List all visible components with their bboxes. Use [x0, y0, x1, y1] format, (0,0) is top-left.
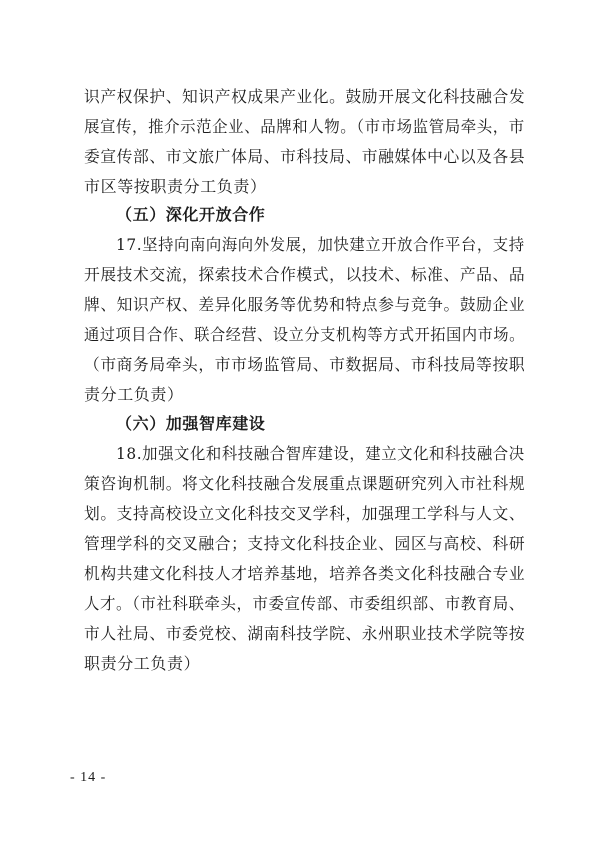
paragraph-line: 市人社局、市委党校、湖南科技学院、永州职业技术学院等按	[84, 624, 526, 643]
paragraph-line: 机构共建文化科技人才培养基地，培养各类文化科技融合专业	[84, 564, 526, 583]
paragraph-line: 市区等按职责分工负责）	[84, 177, 267, 196]
paragraph-line: （市商务局牵头，市市场监管局、市数据局、市科技局等按职	[84, 355, 526, 374]
paragraph-line: 开展技术交流，探索技术合作模式，以技术、标准、产品、品	[84, 265, 526, 284]
section-heading: （六）加强智库建设	[116, 414, 266, 433]
paragraph-line: 委宣传部、市文旅广体局、市科技局、市融媒体中心以及各县	[84, 147, 526, 166]
paragraph-line: 责分工负责）	[84, 385, 184, 404]
paragraph-line: 通过项目合作、联合经营、设立分支机构等方式开拓国内市场。	[84, 325, 525, 344]
paragraph-line: 人才。（市社科联牵头，市委宣传部、市委组织部、市教育局、	[84, 594, 525, 613]
paragraph-line: 策咨询机制。将文化科技融合发展重点课题研究列入市社科规	[84, 474, 526, 493]
paragraph-line: 17.坚持向南向海向外发展，加快建立开放合作平台，支持	[116, 235, 525, 254]
paragraph-line: 牌、知识产权、差异化服务等优势和特点参与竞争。鼓励企业	[84, 295, 526, 314]
page-number: - 14 -	[70, 770, 107, 785]
paragraph-line: 展宣传，推介示范企业、品牌和人物。（市市场监管局牵头，市	[84, 117, 525, 136]
paragraph-line: 识产权保护、知识产权成果产业化。鼓励开展文化科技融合发	[84, 87, 526, 106]
paragraph-line: 职责分工负责）	[84, 654, 201, 673]
paragraph-line: 划。支持高校设立文化科技交叉学科，加强理工学科与人文、	[84, 504, 526, 523]
paragraph-line: 18.加强文化和科技融合智库建设，建立文化和科技融合决	[116, 444, 525, 463]
paragraph-line: 管理学科的交叉融合；支持文化科技企业、园区与高校、科研	[84, 534, 526, 553]
section-heading: （五）深化开放合作	[116, 205, 266, 224]
